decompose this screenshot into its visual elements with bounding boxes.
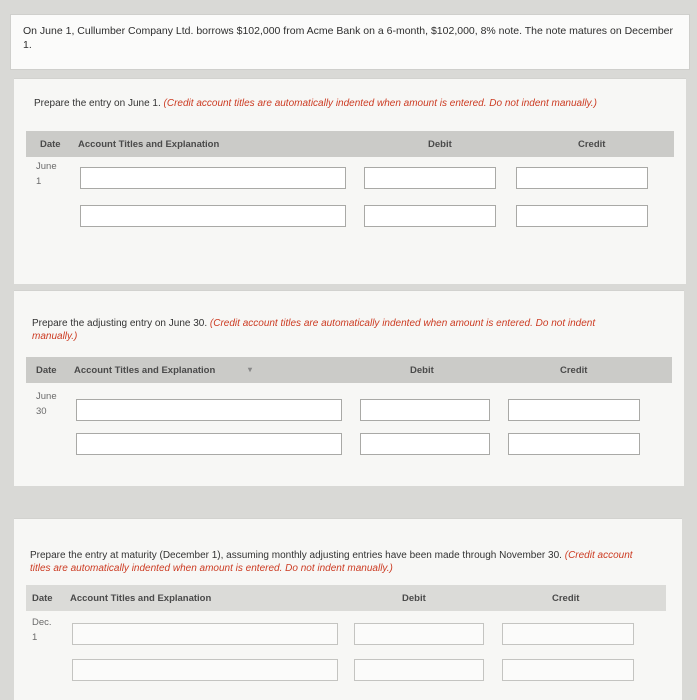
credit-input[interactable]	[508, 399, 640, 421]
header-credit: Credit	[552, 593, 580, 604]
problem-statement	[10, 14, 690, 70]
entry-section-june-1	[14, 78, 686, 284]
date-day: 1	[32, 632, 38, 643]
instruction-note: (Credit account titles are automatically indented when amount is entered. Do not indent manually.)	[163, 98, 597, 109]
date-label	[36, 389, 57, 419]
header-date: Date	[40, 139, 61, 150]
instruction-note: (Credit account titles are automatically indented when amount is entered. Do not indent manually.)	[30, 550, 633, 574]
debit-input[interactable]	[354, 659, 484, 681]
journal-header	[26, 585, 666, 611]
credit-input[interactable]	[502, 623, 634, 645]
date-label	[32, 615, 52, 645]
account-title-input[interactable]	[80, 167, 346, 189]
credit-input[interactable]	[508, 433, 640, 455]
debit-input[interactable]	[360, 399, 490, 421]
date-month: June	[36, 391, 57, 402]
instruction-note: (Credit account titles are automatically indented when amount is entered. Do not indent manually.)	[32, 318, 596, 342]
credit-input[interactable]	[516, 205, 648, 227]
debit-input[interactable]	[354, 623, 484, 645]
account-title-input[interactable]	[72, 659, 338, 681]
date-day: 1	[36, 176, 42, 187]
journal-header	[26, 357, 672, 383]
sort-caret-icon[interactable]: ▾	[248, 365, 253, 374]
date-day: 30	[36, 406, 47, 417]
header-credit: Credit	[560, 365, 588, 376]
problem-text: On June 1, Cullumber Company Ltd. borrows $102,000 from Acme Bank on a 6-month, $102,000, 8% note. The note matures on December 1.	[23, 25, 674, 51]
debit-input[interactable]	[364, 167, 496, 189]
instruction-june-1	[34, 97, 674, 110]
header-debit: Debit	[402, 593, 426, 604]
header-debit: Debit	[428, 139, 452, 150]
instruction-text: Prepare the entry at maturity (December 1), assuming monthly adjusting entries have been made through November 30.	[30, 550, 562, 561]
credit-input[interactable]	[516, 167, 648, 189]
header-credit: Credit	[578, 139, 606, 150]
account-title-input[interactable]	[80, 205, 346, 227]
instruction-text: Prepare the entry on June 1.	[34, 98, 161, 109]
journal-header	[26, 131, 674, 157]
credit-input[interactable]	[502, 659, 634, 681]
header-account: Account Titles and Explanation	[78, 139, 220, 150]
header-date: Date	[36, 365, 57, 376]
header-date: Date	[32, 593, 53, 604]
account-title-input[interactable]	[76, 433, 342, 455]
account-title-input[interactable]	[76, 399, 342, 421]
instruction-dec-1	[30, 549, 650, 575]
entry-section-dec-1	[14, 518, 682, 700]
account-title-input[interactable]	[72, 623, 338, 645]
entry-section-june-30	[14, 290, 684, 486]
date-month: June	[36, 161, 57, 172]
header-account: Account Titles and Explanation	[74, 365, 216, 376]
instruction-text: Prepare the adjusting entry on June 30.	[32, 318, 208, 329]
debit-input[interactable]	[360, 433, 490, 455]
date-month: Dec.	[32, 617, 52, 628]
header-account: Account Titles and Explanation	[70, 593, 212, 604]
date-label	[36, 159, 57, 189]
debit-input[interactable]	[364, 205, 496, 227]
instruction-june-30	[32, 317, 632, 343]
header-debit: Debit	[410, 365, 434, 376]
